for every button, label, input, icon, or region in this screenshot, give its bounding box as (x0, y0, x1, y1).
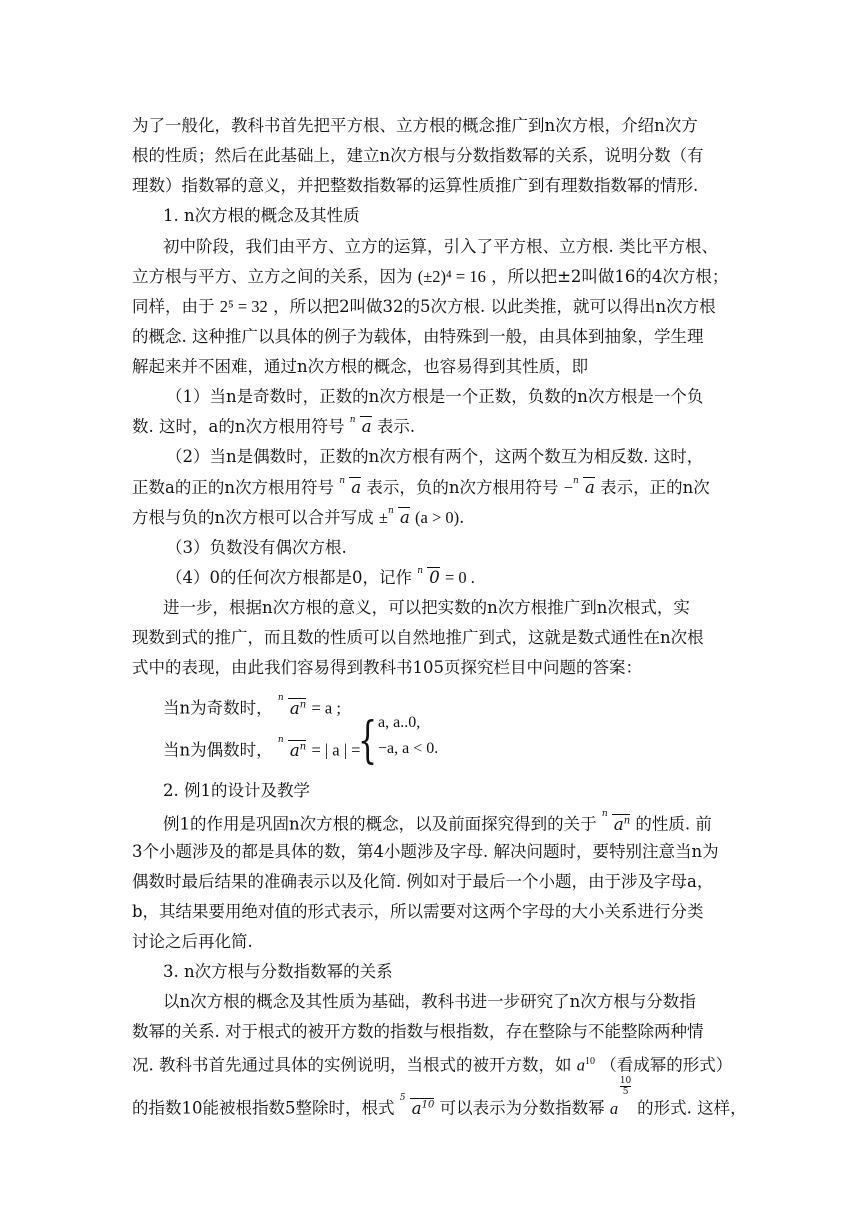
text-line: 方根与负的n次方根可以合并写成 ± n a (a > 0). (132, 503, 860, 533)
text-line: 当n为偶数时， n $a^n$ = | a | = (163, 732, 860, 762)
text-line: 数幂的关系. 对于根式的被开方数的指数与根指数，存在整除与不能整除两种情 (132, 1022, 704, 1041)
math-expression: (±2)⁴ = 16 (417, 267, 486, 286)
text-line: 理数）指数幂的意义，并把整数指数幂的运算性质推广到有理数指数幂的情形. (132, 176, 699, 195)
text-line: 况. 教科书首先通过具体的实例说明，当根式的被开方数，如 $a^{10}$ （看成幂的形式） (132, 1055, 733, 1075)
nth-root: n $a^n$ (277, 735, 307, 760)
text-line: 正数a的正的n次方根用符号 n a 表示，负的n次方根用符号 − n a 表示，正的n次 (132, 473, 860, 503)
text-line: 式中的表现，由此我们容易得到教科书105页探究栏目中问题的答案： (132, 658, 642, 677)
brace: { (358, 711, 378, 769)
text-line: 同样，由于 2⁵ = 32 ，所以把2叫做32的5次方根. 以此类推，就可以得出n次方根 (132, 297, 716, 316)
text-line: 当n为奇数时， n $a^n = a$ ; (163, 690, 860, 720)
nth-root: n $a^n$ (277, 693, 307, 718)
nth-root: n a (349, 415, 372, 436)
nth-root: n 0 (417, 566, 440, 587)
text-line: 初中阶段，我们由平方、立方的运算，引入了平方根、立方根. 类比平方根、 (163, 237, 718, 256)
text-line: 例1的作用是巩固n次方根的概念，以及前面探究得到的关于 n $a^n$ 的性质. 前 (163, 806, 860, 836)
text-line: 偶数时最后结果的准确表示以及化简. 例如对于最后一个小题，由于涉及字母a， (132, 872, 714, 891)
text-line: 根的性质；然后在此基础上，建立n次方根与分数指数幂的关系，说明分数（有 (132, 146, 704, 165)
fifth-root: 5 $a^{10}$ (399, 1093, 435, 1118)
nth-root: n a (339, 476, 362, 497)
text-line: b，其结果要用绝对值的形式表示，所以需要对这两个字母的大小关系进行分类 (132, 902, 704, 921)
nth-root: n a (387, 506, 410, 527)
text-line: 现数到式的推广，而且数的性质可以自然地推广到式，这就是数式通性在n次根 (132, 628, 704, 647)
text-line: （3）负数没有偶次方根. (166, 538, 347, 557)
section-heading: 3. n次方根与分数指数幂的关系 (163, 962, 393, 981)
text-line: 解起来并不困难，通过n次方根的概念，也容易得到其性质，即 (132, 357, 589, 376)
section-heading: 2. 例1的设计及教学 (163, 781, 310, 800)
text-line: 数. 这时，a的n次方根用符号 n a 表示. (132, 412, 860, 442)
math-expression: 2⁵ = 32 (219, 297, 268, 316)
nth-root: n a (573, 476, 595, 497)
nth-root: n $a^n$ (601, 809, 631, 834)
text-line: （4）0的任何次方根都是0，记作 n 0 = 0 . (166, 563, 860, 593)
text-line: 的指数10能被根指数5整除时，根式 5 $a^{10}$ 可以表示为分数指数幂 a 10 5 的形式. 这样， (132, 1090, 860, 1120)
text-line: 以n次方根的概念及其性质为基础，教科书进一步研究了n次方根与分数指 (163, 992, 696, 1011)
text-line: （1）当n是奇数时，正数的n次方根是一个正数，负数的n次方根是一个负 (166, 387, 704, 406)
fractional-power: a 10 5 (609, 1075, 632, 1118)
text-line: 进一步，根据n次方根的意义，可以把实数的n次方根推广到n次根式，实 (163, 598, 690, 617)
case-row: a, a..0, (378, 714, 421, 731)
text-line: 3个小题涉及的都是具体的数，第4小题涉及字母. 解决问题时，要特别注意当n为 (132, 842, 719, 861)
case-row: −a, a < 0. (378, 740, 439, 757)
piecewise-cases (358, 712, 498, 772)
text-line: 讨论之后再化简. (132, 932, 253, 951)
section-heading: 1. n次方根的概念及其性质 (163, 206, 360, 225)
text-line: 的概念. 这种推广以具体的例子为载体，由特殊到一般，由具体到抽象，学生理 (132, 327, 704, 346)
text-line: 为了一般化，教科书首先把平方根、立方根的概念推广到n次方根，介绍n次方 (132, 116, 698, 135)
text-line: 立方根与平方、立方之间的关系，因为 (±2)⁴ = 16 ，所以把±2叫做16的4次方根； (132, 267, 729, 286)
text-line: （2）当n是偶数时，正数的n次方根有两个，这两个数互为相反数. 这时， (166, 447, 704, 466)
